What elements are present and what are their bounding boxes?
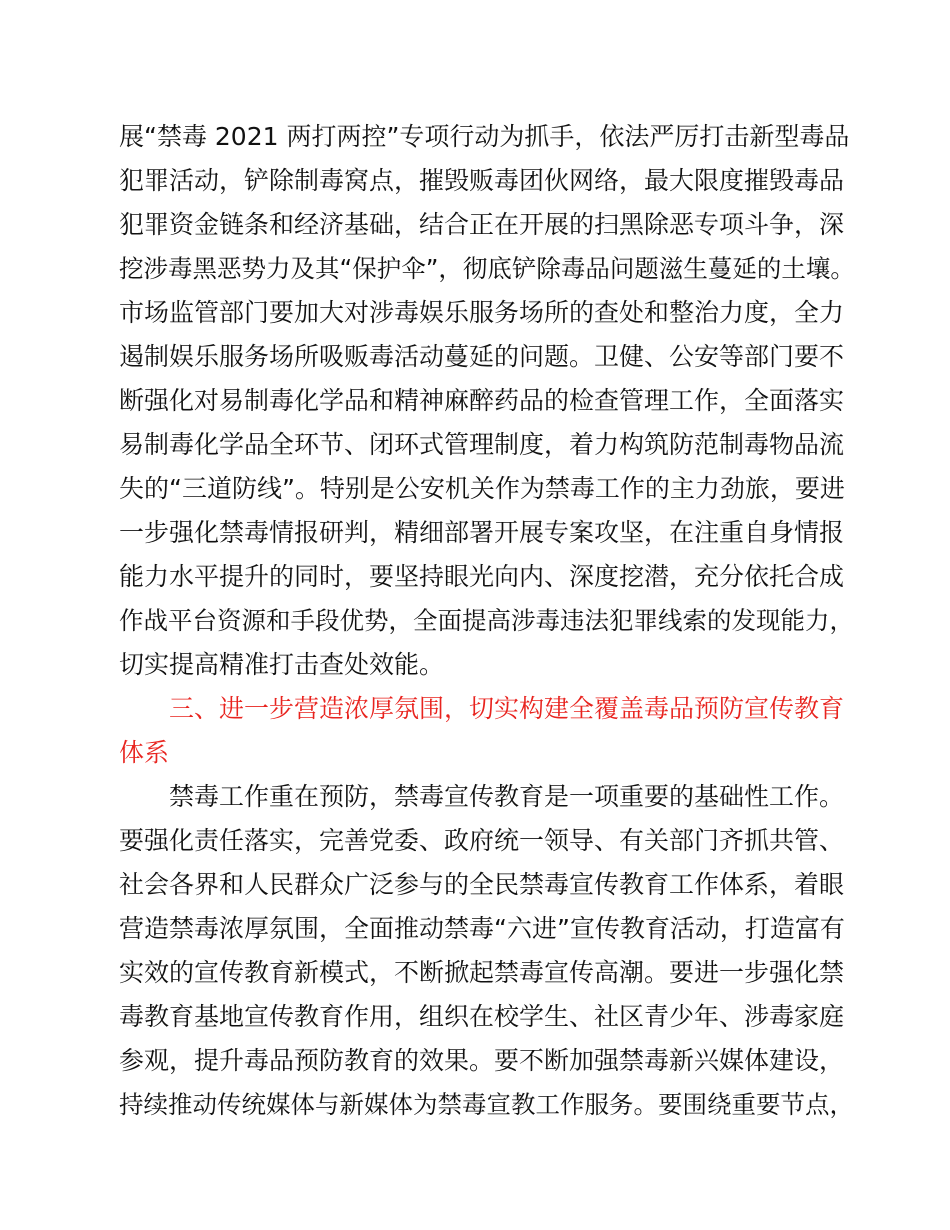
paragraph-line: 犯罪活动，铲除制毒窝点，摧毁贩毒团伙网络，最大限度摧毁毒品 (119, 166, 845, 195)
paragraph-line: 要强化责任落实，完善党委、政府统一领导、有关部门齐抓共管、 (119, 826, 845, 855)
paragraph-line: 市场监管部门要加大对涉毒娱乐服务场所的查处和整治力度，全力 (119, 298, 845, 327)
section-heading-line: 三、进一步营造浓厚氛围，切实构建全覆盖毒品预防宣传教育 (169, 694, 845, 723)
paragraph-line: 易制毒化学品全环节、闭环式管理制度，着力构筑防范制毒物品流 (119, 430, 845, 459)
paragraph-line: 营造禁毒浓厚氛围，全面推动禁毒“六进”宣传教育活动，打造富有 (119, 914, 845, 943)
paragraph-line: 参观，提升毒品预防教育的效果。要不断加强禁毒新兴媒体建设， (119, 1046, 845, 1075)
section-heading-line: 体系 (119, 738, 170, 767)
paragraph-line: 社会各界和人民群众广泛参与的全民禁毒宣传教育工作体系，着眼 (119, 870, 845, 899)
paragraph-line: 切实提高精准打击查处效能。 (119, 650, 445, 679)
paragraph-line: 持续推动传统媒体与新媒体为禁毒宣教工作服务。要围绕重要节点， (119, 1090, 854, 1119)
paragraph-line: 展“禁毒 2021 两打两控”专项行动为抓手，依法严厉打击新型毒品 (119, 122, 850, 151)
paragraph-line: 断强化对易制毒化学品和精神麻醉药品的检查管理工作，全面落实 (119, 386, 845, 415)
paragraph-line: 失的“三道防线”。特别是公安机关作为禁毒工作的主力劲旅，要进 (119, 474, 845, 503)
paragraph-line: 毒教育基地宣传教育作用，组织在校学生、社区青少年、涉毒家庭 (119, 1002, 845, 1031)
paragraph-line: 一步强化禁毒情报研判，精细部署开展专案攻坚，在注重自身情报 (119, 518, 845, 547)
paragraph-line: 实效的宣传教育新模式，不断掀起禁毒宣传高潮。要进一步强化禁 (119, 958, 845, 987)
paragraph-line: 遏制娱乐服务场所吸贩毒活动蔓延的问题。卫健、公安等部门要不 (119, 342, 845, 371)
paragraph-line: 挖涉毒黑恶势力及其“保护伞”，彻底铲除毒品问题滋生蔓延的土壤。 (119, 254, 855, 283)
paragraph-line: 禁毒工作重在预防，禁毒宣传教育是一项重要的基础性工作。 (169, 782, 845, 811)
paragraph-line: 作战平台资源和手段优势，全面提高涉毒违法犯罪线索的发现能力， (119, 606, 854, 635)
paragraph-line: 能力水平提升的同时，要坚持眼光向内、深度挖潜，充分依托合成 (119, 562, 845, 591)
paragraph-line: 犯罪资金链条和经济基础，结合正在开展的扫黑除恶专项斗争，深 (119, 210, 845, 239)
